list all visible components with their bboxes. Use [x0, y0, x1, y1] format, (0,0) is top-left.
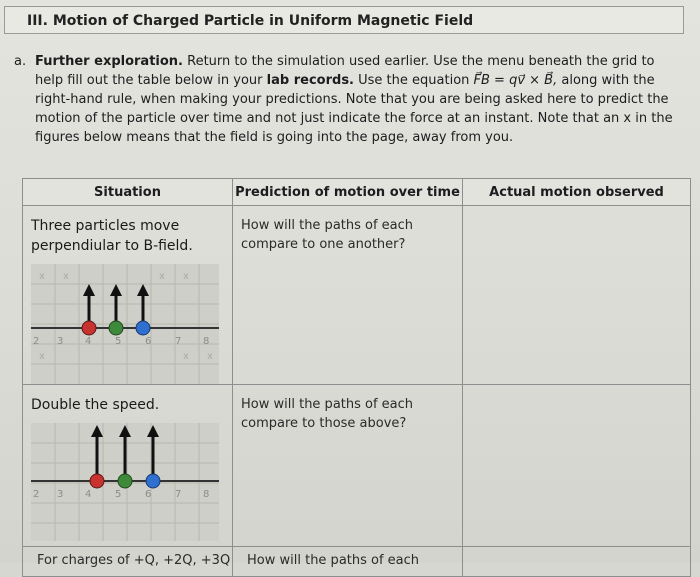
svg-text:x: x — [159, 271, 165, 282]
table-row — [23, 385, 691, 547]
ruler-label: 4 — [85, 336, 92, 347]
prediction-prompt: How will the paths of each compare to those above? — [241, 397, 414, 431]
ruler-label: 3 — [57, 489, 64, 500]
particles-figure-1 — [31, 264, 219, 384]
prediction-cell[interactable] — [233, 206, 463, 385]
header-actual: Actual motion observed — [463, 179, 691, 206]
instructions-text-3: along with the right-hand rule, when making your predictions. Note that you are being asked here to predict the motion of the particle over time and not just indicate the force at an instant. Note that an x in the figures below means that the field is going into the page, away from you. — [35, 73, 673, 145]
actual-motion-cell[interactable] — [463, 547, 691, 577]
situation-cell — [23, 385, 233, 547]
item-letter: a. — [14, 54, 27, 69]
ruler-label: 2 — [33, 336, 40, 347]
situation-text: Three particles move perpendiular to B-field. — [31, 218, 193, 254]
svg-text:x: x — [39, 351, 45, 362]
prediction-cell[interactable] — [233, 385, 463, 547]
ruler-label: 4 — [85, 489, 92, 500]
header-prediction: Prediction of motion over time — [233, 179, 463, 206]
prediction-prompt: How will the paths of each compare to one another? — [241, 218, 414, 252]
lab-records-emphasis: lab records. — [266, 73, 354, 88]
header-situation: Situation — [23, 179, 233, 206]
ruler-label: 6 — [145, 336, 152, 347]
section-title: III. Motion of Charged Particle in Uniform Magnetic Field — [4, 6, 684, 34]
table-row — [23, 206, 691, 385]
instructions-text-2: Use the equation — [358, 73, 470, 88]
situation-text: For charges of +Q, +2Q, +3Q — [37, 553, 231, 568]
ruler-label: 3 — [57, 336, 64, 347]
ruler-label: 2 — [33, 489, 40, 500]
table-header-row — [23, 179, 691, 206]
svg-text:x: x — [63, 271, 69, 282]
svg-text:x: x — [207, 351, 213, 362]
situation-cell — [23, 547, 233, 577]
actual-motion-cell[interactable] — [463, 206, 691, 385]
svg-text:x: x — [39, 271, 45, 282]
prediction-table — [22, 178, 691, 577]
instructions-body — [35, 52, 686, 147]
ruler-label: 7 — [175, 336, 182, 347]
ruler-label: 7 — [175, 489, 182, 500]
table-row — [23, 547, 691, 577]
ruler-label: 8 — [203, 489, 210, 500]
instructions-paragraph — [14, 52, 686, 147]
prediction-prompt: How will the paths of each — [247, 553, 420, 568]
instructions-lead: Further exploration. — [35, 54, 183, 69]
lorentz-equation: F⃗B = qv⃗ × B⃗, — [473, 73, 558, 88]
ruler-label: 6 — [145, 489, 152, 500]
prediction-cell[interactable] — [233, 547, 463, 577]
instructions-text-1: Return to the simulation used earlier. Use the menu beneath the grid to help fill out the table below in your — [35, 54, 655, 88]
particles-figure-2 — [31, 423, 219, 541]
ruler-label: 5 — [115, 336, 122, 347]
situation-cell — [23, 206, 233, 385]
svg-text:x: x — [183, 351, 189, 362]
svg-text:x: x — [183, 271, 189, 282]
actual-motion-cell[interactable] — [463, 385, 691, 547]
ruler-label: 5 — [115, 489, 122, 500]
situation-text: Double the speed. — [31, 397, 160, 413]
ruler-label: 8 — [203, 336, 210, 347]
